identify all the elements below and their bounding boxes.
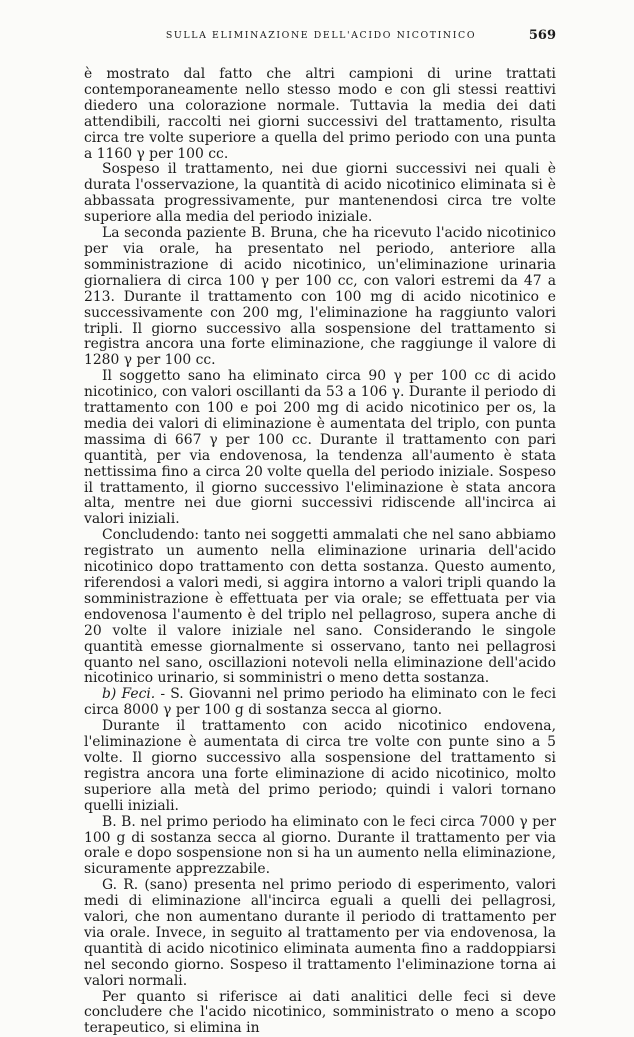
running-header: SULLA ELIMINAZIONE DELL'ACIDO NICOTINICO [165, 30, 477, 41]
paragraph: G. R. (sano) presenta nel primo periodo di esperimento, valori medi di eliminazione all'incirca eguali a quelli dei pellagrosi, valori, che non aumentano durante il periodo di trattamento per via orale. Invece, in seguito al trattamento per via endovenosa, la quantità di acido nicotinico eliminata aumenta fino a raddoppiarsi nel secondo giorno. Sospeso il trattamento l'eliminazione torna ai valori normali. [84, 877, 556, 989]
paragraph-text: - S. Giovanni nel primo periodo ha eliminato con le feci circa 8000 γ per 100 g di sostanza secca al giorno. [84, 686, 557, 719]
section-label: b) Feci. [102, 686, 156, 703]
paragraph: Per quanto si riferisce ai dati analitici delle feci si deve concludere che l'acido nicotinico, somministrato o meno a scopo terapeutico, si elimina in [84, 988, 556, 1037]
paragraph: Concludendo: tanto nei soggetti ammalati che nel sano abbiamo registrato un aumento nella eliminazione urinaria dell'acido nicotinico dopo trattamento con detta sostanza. Questo aumento, riferendosi a valori medi, si aggira intorno a valori tripli quando la somministrazione è effettuata per via orale; se effettuata per via endovenosa l'aumento è del triplo nel pellagroso, supera anche di 20 volte il valore iniziale nel sano. Considerando le singole quantità emesse giornalmente si osservano, tanto nei pellagrosi quanto nel sano, oscillazioni notevoli nella eliminazione dell'acido nicotinico urinario, si somministri o meno detta sostanza. [84, 527, 556, 687]
paragraph-feci [84, 687, 556, 719]
paragraph: è mostrato dal fatto che altri campioni di urine trattati contemporaneamente nello stesso modo e con gli stessi reattivi diedero una colorazione normale. Tuttavia la media dei dati attendibili, raccolti nei giorni successivi del trattamento, risulta circa tre volte superiore a quella del primo periodo con una punta a 1160 γ per 100 cc. [84, 66, 556, 162]
page-number: 569 [528, 28, 556, 43]
paragraph: La seconda paziente B. Bruna, che ha ricevuto l'acido nicotinico per via orale, ha presentato nel periodo, anteriore alla somministrazione di acido nicotinico, un'eliminazione urinaria giornaliera di circa 100 γ per 100 cc, con valori estremi da 47 a 213. Durante il trattamento con 100 mg di acido nicotinico e successivamente con 200 mg, l'eliminazione ha raggiunto valori tripli. Il giorno successivo alla sospensione del trattamento si registra ancora una forte eliminazione, che raggiunge il valore di 1280 γ per 100 cc. [84, 225, 556, 369]
paragraph: Sospeso il trattamento, nei due giorni successivi nei quali è durata l'osservazione, la quantità di acido nicotinico eliminata si è abbassata progressivamente, pur mantenendosi circa tre volte superiore alla media del periodo iniziale. [84, 161, 556, 226]
body-text [84, 67, 556, 1037]
paragraph: B. B. nel primo periodo ha eliminato con le feci circa 7000 γ per 100 g di sostanza secca al giorno. Durante il trattamento per via orale e dopo sospensione non si ha un aumento nella eliminazione, sicuramente apprezzabile. [84, 813, 556, 878]
paragraph: Il soggetto sano ha eliminato circa 90 γ per 100 cc di acido nicotinico, con valori oscillanti da 53 a 106 γ. Durante il periodo di trattamento con 100 e poi 200 mg di acido nicotinico per os, la media dei valori di eliminazione è aumentata del triplo, con punta massima di 667 γ per 100 cc. Durante il trattamento con pari quantità, per via endovenosa, la tendenza all'aumento è stata nettissima fino a circa 20 volte quella del periodo iniziale. Sospeso il trattamento, il giorno successivo l'eliminazione è stata ancora alta, mentre nei due giorni successivi ridiscende all'incirca ai valori iniziali. [84, 368, 556, 528]
paragraph: Durante il trattamento con acido nicotinico endovena, l'eliminazione è aumentata di circa tre volte con punte sino a 5 volte. Il giorno successivo alla sospensione del trattamento si registra ancora una forte eliminazione di acido nicotinico, molto superiore alla metà del primo periodo; quindi i valori tornano quelli iniziali. [84, 718, 556, 814]
